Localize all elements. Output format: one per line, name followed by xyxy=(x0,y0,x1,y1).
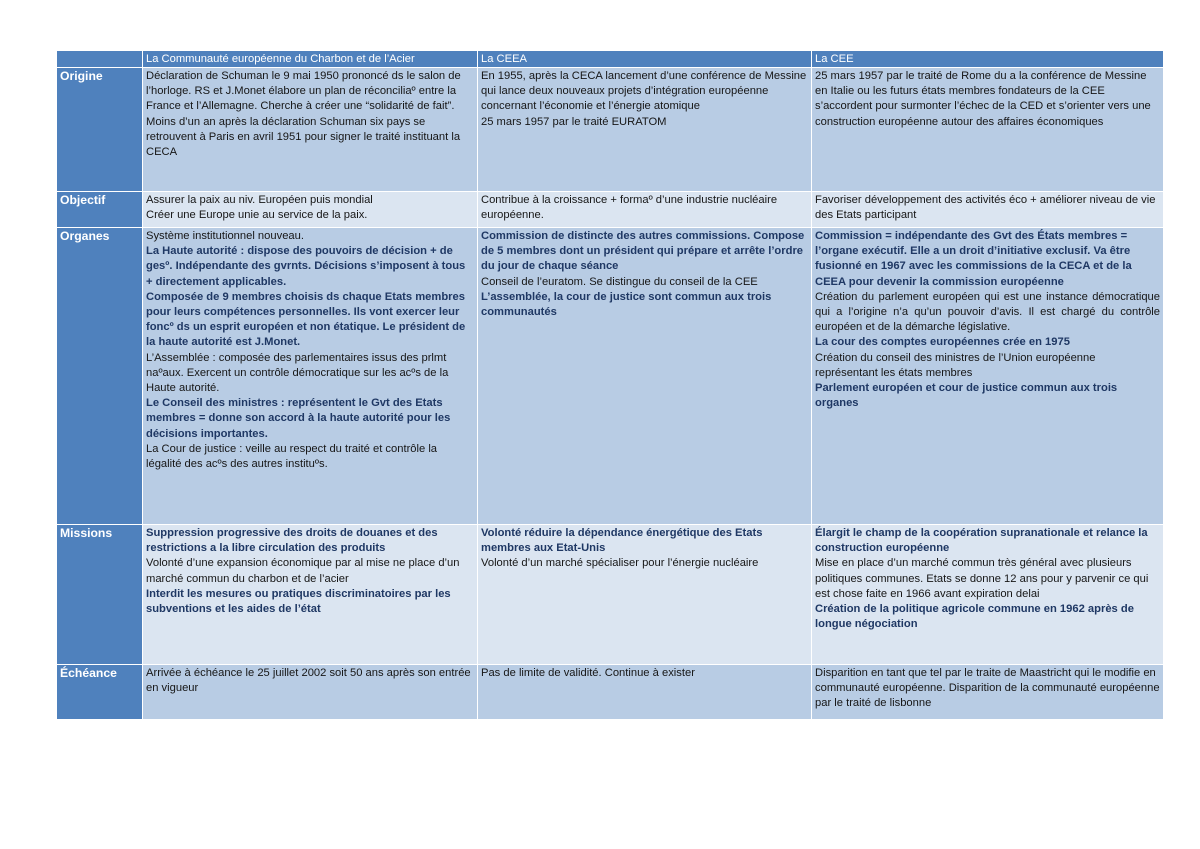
cell-cee xyxy=(812,525,1164,665)
cell-cee xyxy=(812,228,1164,525)
cell-ceea xyxy=(478,192,812,228)
cell-ceca xyxy=(143,228,478,525)
cell-paragraph: Créer une Europe unie au service de la paix. xyxy=(146,209,368,222)
cell-paragraph: Assurer la paix au niv. Européen puis mondial xyxy=(146,194,373,206)
cell-cee xyxy=(812,665,1164,720)
header-row xyxy=(57,51,1164,68)
row-echeance xyxy=(57,665,1164,720)
cell-paragraph: Création du conseil des ministres de l’Union européenne représentant les états membres xyxy=(815,351,1096,379)
row-label: Organes xyxy=(57,228,143,525)
row-label: Missions xyxy=(57,525,143,665)
cell-ceca xyxy=(143,665,478,720)
cell-paragraph: Création du parlement européen qui est une instance démocratique qui a l’origine n’a qu’un pouvoir d’avis. Il est chargé du contrôle européen et de la démarche législative. xyxy=(815,290,1160,334)
cell-paragraph: Déclaration de Schuman le 9 mai 1950 prononcé ds le salon de l’horloge. RS et J.Monet élabore un plan de réconciliaº entre la France et l’Allemagne. Cherche à créer une “solidarité de fait”. xyxy=(146,70,461,113)
cell-paragraph-bold: Composée de 9 membres choisis ds chaque Etats membres pour leurs compétences personnelles. Ils vont exercer leur foncº ds un esprit européen et non étatique. Le président de la haute autorité est J.Monet. xyxy=(146,290,466,349)
cell-paragraph: En 1955, après la CECA lancement d’une conférence de Messine qui lance deux nouveaux projets d’intégration européenne concernant l’économie et l’énergie atomique xyxy=(481,70,807,113)
cell-paragraph-bold: Interdit les mesures ou pratiques discriminatoires par les subventions et les aides de l’état xyxy=(146,587,451,616)
cell-ceea xyxy=(478,665,812,720)
cell-ceea xyxy=(478,228,812,525)
cell-cee xyxy=(812,192,1164,228)
header-ceca: La Communauté européenne du Charbon et de l’Acier xyxy=(143,51,478,68)
cell-paragraph: L’Assemblée : composée des parlementaires issus des prlmt naºaux. Exercent un contrôle démocratique sur les acºs de la Haute autorité. xyxy=(146,351,449,395)
cell-paragraph: Conseil de l’euratom. Se distingue du conseil de la CEE xyxy=(481,275,758,288)
header-corner xyxy=(57,51,143,68)
cell-paragraph: Contribue à la croissance + formaº d’une industrie nucléaire européenne. xyxy=(481,194,778,222)
cell-paragraph: La Cour de justice : veille au respect du traité et contrôle la légalité des acºs des autres instituºs. xyxy=(146,442,438,471)
cell-paragraph-bold: Suppression progressive des droits de douanes et des restrictions a la libre circulation des produits xyxy=(146,527,438,555)
cell-paragraph-bold: Parlement européen et cour de justice commun aux trois organes xyxy=(815,382,1118,410)
cell-paragraph: Mise en place d’un marché commun très général avec plusieurs politiques communes. Etats se donne 12 ans pour y parvenir ce qui est chose faite en 1966 avant expiration delai xyxy=(815,557,1149,600)
cell-paragraph: Moins d’un an après la déclaration Schuman six pays se retrouvent à Paris en avril 1951 pour signer le traité instituant la CECA xyxy=(146,115,461,159)
cell-paragraph: 25 mars 1957 par le traité de Rome du a la conférence de Messine en Italie ou les futurs états membres fondateurs de la CEE s’accordent pour surmonter l’échec de la CED et s’orienter vers une construction européenne autour des affaires économiques xyxy=(815,70,1151,128)
cell-paragraph: Pas de limite de validité. Continue à exister xyxy=(481,667,695,679)
cell-paragraph-bold: Élargit le champ de la coopération supranationale et relance la construction européenne xyxy=(815,527,1148,555)
cell-paragraph-bold: L’assemblée, la cour de justice sont commun aux trois communautés xyxy=(481,290,772,319)
cell-paragraph: 25 mars 1957 par le traité EURATOM xyxy=(481,115,667,128)
cell-ceca xyxy=(143,525,478,665)
header-cee: La CEE xyxy=(812,51,1164,68)
cell-paragraph-bold: La cour des comptes européennes crée en 1975 xyxy=(815,336,1070,349)
row-organes xyxy=(57,228,1164,525)
cell-paragraph: Volonté d’un marché spécialiser pour l’énergie nucléaire xyxy=(481,557,759,570)
cell-paragraph-bold: Commission = indépendante des Gvt des États membres = l’organe exécutif. Elle a un droit d’initiative exclusif. Va être fusionné en 1967 avec les commissions de la CECA et de la CEEA pour devenir la commission européenne xyxy=(815,230,1132,288)
cell-paragraph-bold: Commission de distincte des autres commissions. Compose de 5 membres dont un président qui prépare et arrête l’ordre du jour de chaque séance xyxy=(481,230,805,273)
cell-ceca xyxy=(143,68,478,192)
row-origine xyxy=(57,68,1164,192)
cell-paragraph: Volonté d’une expansion économique par al mise ne place d’un marché commun du charbon et de l’acier xyxy=(146,557,460,585)
row-label: Origine xyxy=(57,68,143,192)
comparison-table xyxy=(56,50,1164,720)
row-label: Objectif xyxy=(57,192,143,228)
row-label: Échéance xyxy=(57,665,143,720)
row-objectif xyxy=(57,192,1164,228)
cell-paragraph-bold: Volonté réduire la dépendance énergétique des Etats membres aux Etat-Unis xyxy=(481,527,763,555)
cell-cee xyxy=(812,68,1164,192)
cell-paragraph-bold: Le Conseil des ministres : représentent le Gvt des Etats membres = donne son accord à la haute autorité pour les décisions importantes. xyxy=(146,397,451,440)
header-ceea: La CEEA xyxy=(478,51,812,68)
cell-paragraph: Système institutionnel nouveau. xyxy=(146,230,304,242)
row-missions xyxy=(57,525,1164,665)
cell-paragraph: Favoriser développement des activités éco + améliorer niveau de vie des Etats participant xyxy=(815,194,1156,222)
cell-paragraph: Disparition en tant que tel par le traite de Maastricht qui le modifie en communauté européenne. Disparition de la communauté européenne par le traité de lisbonne xyxy=(815,667,1160,710)
cell-paragraph-bold: Création de la politique agricole commune en 1962 après de longue négociation xyxy=(815,603,1134,631)
cell-ceea xyxy=(478,525,812,665)
cell-ceea xyxy=(478,68,812,192)
cell-ceca xyxy=(143,192,478,228)
cell-paragraph: Arrivée à échéance le 25 juillet 2002 soit 50 ans après son entrée en vigueur xyxy=(146,667,471,695)
cell-paragraph-bold: La Haute autorité : dispose des pouvoirs de décision + de gesº. Indépendante des gvrnts. Décisions s’imposent à tous + directement applicables. xyxy=(146,245,466,288)
